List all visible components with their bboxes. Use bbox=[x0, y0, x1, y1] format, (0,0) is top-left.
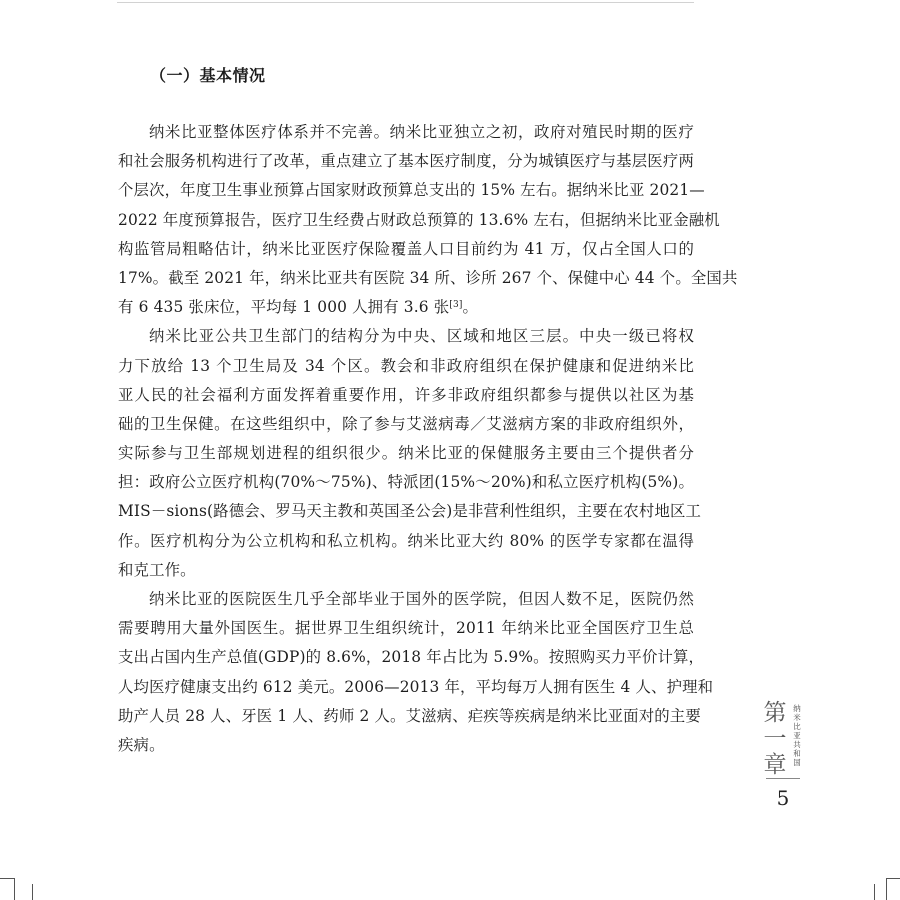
crop-mark bbox=[0, 878, 14, 879]
text-line: 实际参与卫生部规划进程的组织很少。纳米比亚的保健服务主要由三个提供者分 bbox=[118, 444, 694, 463]
text-line: 人均医疗健康支出约 612 美元。2006—2013 年，平均每万人拥有医生 4 人、护理和 bbox=[118, 677, 714, 696]
chapter-tab bbox=[762, 700, 810, 780]
text-line: 纳米比亚公共卫生部门的结构分为中央、区域和地区三层。中央一级已将权 bbox=[149, 327, 694, 346]
country-char: 纳 bbox=[793, 704, 801, 713]
text-line: 纳米比亚的医院医生几乎全部毕业于国外的医学院，但因人数不足，医院仍然 bbox=[149, 590, 694, 608]
text-line: 构监管局粗略估计，纳米比亚医疗保险覆盖人口目前约为 41 万，仅占全国人口的 bbox=[118, 239, 694, 258]
paragraph-3 bbox=[118, 585, 714, 760]
crop-mark bbox=[32, 884, 33, 900]
text-line bbox=[118, 293, 694, 322]
text-line: 17%。截至 2021 年，纳米比亚共有医院 34 所、诊所 267 个、保健中心 44 个。全国共 bbox=[118, 268, 738, 287]
country-char: 比 bbox=[793, 722, 801, 731]
text-line: 和克工作。 bbox=[118, 560, 196, 579]
text-span: 有 6 435 张床位，平均每 1 000 人拥有 3.6 张 bbox=[118, 298, 450, 317]
paragraph-2 bbox=[118, 322, 702, 585]
text-line: 担：政府公立医疗机构(70%～75%)、特派团(15%～20%)和私立医疗机构(5%)。 bbox=[118, 473, 694, 492]
text-line: 亚人民的社会福利方面发挥着重要作用，许多非政府组织都参与提供以社区为基 bbox=[118, 385, 694, 404]
text-line: 力下放给 13 个卫生局及 34 个区。教会和非政府组织在保护健康和促进纳米比 bbox=[118, 356, 694, 375]
crop-mark bbox=[14, 878, 15, 900]
citation-marker: [3] bbox=[449, 300, 463, 311]
page-number: 5 bbox=[776, 786, 790, 810]
chapter-char: 一 bbox=[763, 726, 787, 752]
text-line: MIS－sions(路德会、罗马天主教和英国圣公会)是非营利性组织，主要在农村地区工 bbox=[118, 502, 702, 521]
crop-mark bbox=[886, 878, 887, 900]
text-line: 础的卫生保健。在这些组织中，除了参与艾滋病毒／艾滋病方案的非政府组织外， bbox=[118, 414, 694, 433]
text-line: 助产人员 28 人、牙医 1 人、药师 2 人。艾滋病、疟疾等疾病是纳米比亚面对的主要 bbox=[118, 706, 701, 725]
crop-mark bbox=[874, 884, 875, 900]
chapter-char: 第 bbox=[763, 700, 787, 726]
section-heading: （一）基本情况 bbox=[150, 66, 266, 85]
text-line: 疾病。 bbox=[118, 735, 165, 754]
text-line: 2022 年度预算报告，医疗卫生经费占财政总预算的 13.6% 左右，但据纳米比亚金融机 bbox=[118, 210, 720, 229]
text-line: 作。医疗机构分为公立机构和私立机构。纳米比亚大约 80% 的医学专家都在温得 bbox=[118, 531, 694, 550]
text-line: 个层次，年度卫生事业预算占国家财政预算总支出的 15% 左右。据纳米比亚 2021— bbox=[118, 181, 705, 200]
country-name-vertical bbox=[792, 704, 802, 767]
crop-mark bbox=[886, 878, 900, 879]
country-char: 和 bbox=[793, 749, 801, 758]
country-char: 米 bbox=[793, 713, 801, 722]
text-line: 和社会服务机构进行了改革，重点建立了基本医疗制度，分为城镇医疗与基层医疗两 bbox=[118, 152, 694, 171]
text-line: 纳米比亚整体医疗体系并不完善。纳米比亚独立之初，政府对殖民时期的医疗 bbox=[149, 123, 694, 141]
text-span: 。 bbox=[462, 298, 479, 317]
country-char: 国 bbox=[793, 758, 801, 767]
text-line: 需要聘用大量外国医生。据世界卫生组织统计，2011 年纳米比亚全国医疗卫生总 bbox=[118, 619, 694, 638]
country-char: 亚 bbox=[793, 731, 801, 740]
header-rule bbox=[117, 2, 694, 3]
body-text bbox=[118, 118, 738, 760]
country-char: 共 bbox=[793, 740, 801, 749]
chapter-tab-rule bbox=[766, 778, 800, 779]
chapter-char: 章 bbox=[763, 752, 787, 778]
text-line: 支出占国内生产总值(GDP)的 8.6%，2018 年占比为 5.9%。按照购买力平价计算， bbox=[118, 648, 705, 667]
paragraph-1 bbox=[118, 118, 738, 322]
